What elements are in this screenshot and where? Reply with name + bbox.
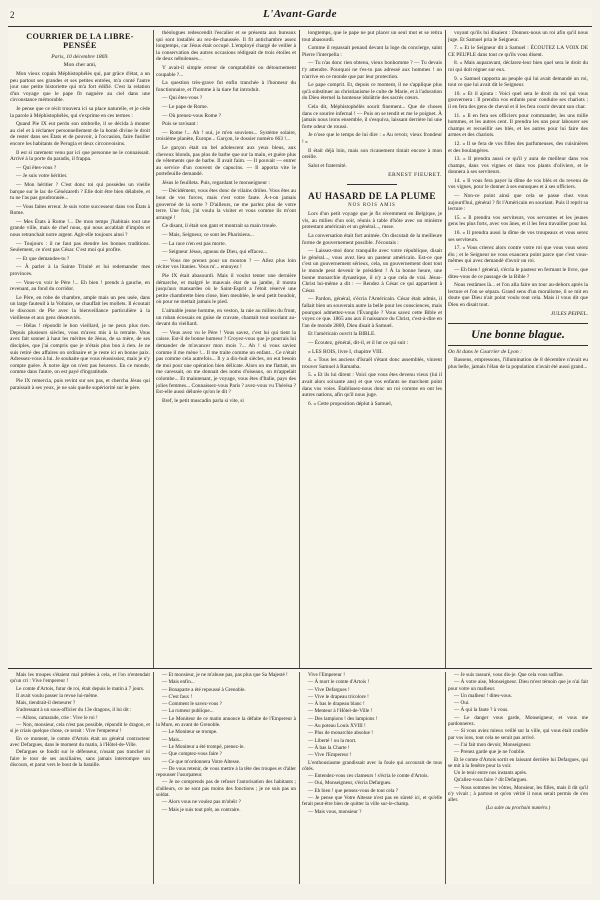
paragraph: — Au poteau Louis XVIII ! <box>308 723 366 730</box>
paragraph: Le comte d'Artois, futur de roi, était depuis le matin à 7 jours. <box>16 685 145 692</box>
newspaper-title: L'Avant-Garde <box>262 8 338 20</box>
paragraph: Le garçon était un bel adolescent aux yeux bleus, aux cheveux blonds, pas plus de barbe que sur la main, et guère plus de vêtements que de barbe. Il avait faim. — Il pouvait — entrer au service d'un couvent de capucins. — Il apporta vite le portefeuille demandé. <box>156 144 296 178</box>
column-rule <box>299 30 300 668</box>
paragraph: 16. « Il prendra aussi la dîme de vos troupeaux et vous serez ses serviteurs. <box>448 230 588 243</box>
to-be-continued: (La suite au prochain numéro.) <box>485 804 551 811</box>
paragraph: — Qui êtes-vous ? <box>16 164 57 171</box>
paragraph: — Mais enfin... <box>162 679 195 686</box>
paragraph: — Mes États à Rome !... De mon temps j'habitais tout une grande ville, mais de chef nous, qui nous accablait d'impôts et nous retranchait notre argent. Agit-elle toujours ainsi ? <box>10 218 150 239</box>
paragraph: 5. « Et ils lui dirent : Voici que vous êtes devenu vieux (lui il avait alors soixante ans) et que vos enfants ne marchent point dans vos voies. Établissez-nous donc un roi comme en ont les autres nations, afin qu'il nous juge. <box>302 372 442 399</box>
paragraph: — Vous-vu voir le Père !... Eh bien ! prends à gauche, en revenant, au fond du corridor. <box>10 279 150 293</box>
paragraph: — Eh bien ! que pensez-vous de tout cela ? <box>308 787 399 794</box>
paragraph: — Le Moniteur de ce matin annonce la défaite de l'Empereur à la Mure, en avant de Grenoble. <box>156 715 296 729</box>
paragraph: — Alors vous ne voulez pas m'obéir ? <box>162 799 241 806</box>
paragraph: En ce moment, le comte d'Artois était un général contracteur avec Defargues, dans le moment du matin, à l'Hôtel-de-Ville. <box>10 735 150 748</box>
paragraph: Il est si rarement venu par ici que personne ne le connaissait. Arrivé à la porte du paradis, il frappa. <box>10 149 150 163</box>
article1-col1-body <box>10 71 150 391</box>
paragraph: — Vive Defargues ! <box>308 686 350 693</box>
paragraph: — Tu n'as donc rien obtenu, vieux bonhomme ? — Tu devais t'y attendre. Pourquoi ne t'es-tu pas adressé aux hommes ! on n'arrive en ce monde que par leur protection. <box>302 60 442 80</box>
paragraph: — Ce que m'ordonnera Votre Altesse. <box>162 758 241 765</box>
feuilleton-col-1 <box>10 672 150 884</box>
paragraph: 14. « Il vous fera payer la dîme de vos blés et du revenu de vos vignes, pour le donner à ses eunuques et à ses officiers. <box>448 177 588 191</box>
paragraph: L'aimable jeune homme, en veston, la raie au milieu du front, un ruban écossais en guise de cravate, chantait tout souriant au-devant du vieillard. <box>156 307 296 328</box>
article-title-hasard: AU HASARD DE LA PLUME <box>308 191 436 202</box>
paragraph: — La rumeur publique... <box>162 708 214 715</box>
paragraph: La question très-grave fut enfin tranchée à l'honneur du fonctionnaire, et l'homme à la tiare fut introduit. <box>156 80 296 93</box>
paragraph: Salut et fraternité. <box>308 162 347 169</box>
paragraph: Mais les troupes s'étaient mal prêtées à cela, et l'on n'entendait qu'un cri : Vive l'empereur ! <box>10 672 150 685</box>
paragraph: longtemps, que le pape ne put placer un seul mot et se retira tout abasourdi. <box>302 30 442 43</box>
paragraph: — Menteur à l'Hôtel-de-Ville ! <box>308 708 373 715</box>
paragraph: — Seigneur Jésus, agneau de Dieu, qui effacez... <box>162 249 268 256</box>
signature-fieuret: ERNEST FIEURET. <box>388 172 442 179</box>
paragraph: — Bonaparte a été repoussé à Grenoble. <box>162 686 246 693</box>
paragraph: Et le comte d'Artois sortit en laissant derrière lui Defargues, qui se mit à la fenêtre pour la voir. <box>448 756 588 769</box>
paragraph: — Si vous aviez mieux veillé sur la ville, qui vous était confiée par vos ions, tout cela ne serait pas arrivé. <box>448 728 588 741</box>
paragraph: 8. « Mais auparavant, déclarez-leur bien quel sera le droit du roi qui doit régner sur eux. <box>448 60 588 73</box>
paragraph: — À qui la faute ? à vous. <box>454 707 509 714</box>
paragraph: — Prenez garde que je ne l'oublie. <box>454 749 526 756</box>
salutation: Mon cher ami, <box>63 62 97 68</box>
paragraph: Pie IX était abasourdi. Mais il voulut tenter une dernière démarche, et malgré le mauvais état de sa jambe, il monta jusqu'aux mansardes où le Saint-Esprit a l'étoit réservé une petite chambrette bien close, bien meublée, le seul petit boudoir, où pour ne mettait jamais le pied. <box>156 273 296 306</box>
paragraph: — Liberté ! ou la mort. <box>308 737 357 744</box>
paragraph: — Je ne comprends pas de refuser l'autorisation des habitants ; d'ailleurs, ce ne sont pas moins des fonctions ; je ne suis pas un soldat. <box>156 779 296 799</box>
paragraph: — Mais... <box>162 736 183 743</box>
top-section <box>8 30 592 668</box>
page-number: 2 <box>10 10 15 20</box>
paragraph: théologues redescendit l'escalier et se présenta aux bureaux qui sont installés au rez-de-chaussée. Il fit antichambre assez longtemps, car Jésus était occupé. L'employé chargé de veiller à la conservation des autres occasions rédigeait de trois étoiles et de deux nébuleuses... <box>156 30 296 63</box>
paragraph: — Et monsieur, je ne m'abuse pas, pas plus que Sa Majesté ! <box>162 672 288 678</box>
paragraph: — Je suis rassuré, vous dis-je. Que cela vous suffise. <box>454 672 564 678</box>
paragraph: — Vous me prenez pour un mouton ? — Allez plus loin réciter vos litanies. Vous m'... ennuyez ! <box>156 257 296 271</box>
paragraph: 11. « Il en fera ses officiers pour commander, les uns mille hommes, et les autres cent. Il prendra les uns pour labourer ses champs et recueillir ses blés, et les autres pour lui faire des armes et des chariots. <box>448 112 588 139</box>
paragraph: Un le tenir entre nos instants après. <box>454 770 528 777</box>
paragraph: Lors d'un petit voyage que je fis récemment en Belgique, je vis, au milieu d'un soir, réunis à table d'hôte avec un ministre protestant américain et un général..., russe. <box>302 211 442 231</box>
paragraph: 9. « Samuel rapporta au peuple qui lui avait demandé un roi, tout ce que lui avait dit le Seigneur. <box>448 75 588 89</box>
paragraph: — Et que demandes-tu ? <box>16 255 70 262</box>
paragraph: — À bas le drapeau blanc ! <box>308 701 365 708</box>
paragraph: Il avait voulu passer la revue lui-même. <box>16 692 99 699</box>
paragraph: — Mais, Seigneur, ce sont les Pharisiens... <box>162 232 254 239</box>
paragraph: — Rome !... Ah ! oui, je m'en souviens... Système solaire, troisième planète, Europe... Garçon, le dossier numéro 663 !... <box>156 129 296 143</box>
paragraph: Qu'allez-vous faire ? dit Defargues. <box>454 777 528 784</box>
feuilleton-section <box>8 672 592 884</box>
article-subtitle: NOS ROIS AMIS <box>348 203 396 209</box>
paragraph: — À mort le comte d'Artois ! <box>308 679 370 686</box>
paragraph: — Le Moniteur se trompe. <box>162 729 218 736</box>
column-rule <box>153 672 154 884</box>
paragraph: — Vive le drapeau tricolore ! <box>308 693 369 700</box>
signature-peipel: JULES PEIPEL. <box>550 310 588 317</box>
paragraph: Et l'américain ouvrit la BIBLE. <box>308 331 376 338</box>
paragraph: — Des lampions ! des lampions ! <box>308 715 378 722</box>
paragraph: 15. « Il prendra vos serviteurs, vos servantes et les jeunes gens les plus forts, avec vos ânes, et il les fera travailler pour lui. <box>448 214 588 228</box>
paragraph: — Le Moniteur a été trompé, prenez-le. <box>162 743 245 750</box>
paragraph: — Mais vous, monsieur ? <box>308 808 362 815</box>
paragraph: — Où prenez-vous Rome ? <box>162 112 221 119</box>
article1-col2-body <box>156 30 296 404</box>
paragraph: — Oui, Monseigneur, s'écria Defargues. <box>308 780 392 787</box>
column-2 <box>156 30 296 668</box>
paragraph: Je n'ose que le temps de lui dire : « Au revoir, vieux frondeur ! » <box>302 132 442 145</box>
paragraph: La conversation était fort animée. On discutait de la meilleure forme de gouvernement possible. J'écoutais : <box>302 233 442 246</box>
feuilleton-col-4 <box>448 672 588 884</box>
paragraph: — Toujours : il ne faut pas étendre les bonnes traditions. Seulement, ce n'est pas César. C'est moi qui profite. <box>10 240 150 254</box>
article2-col4-body <box>448 30 588 309</box>
paragraph: — Allons, camarade, crie : Vive le roi ! <box>16 714 98 721</box>
paragraph: Il était déjà loin, mais son ricanement tintait encore à mon oreille. <box>302 147 442 161</box>
paragraph: Y avait-il simple erreur de comptabilité ou détournement coupable ?... <box>156 64 296 78</box>
paragraph: — À bas la Charte ! <box>308 744 350 751</box>
paragraph: 17. « Vous crierez alors contre votre roi que vous vous serez élu ; et le Seigneur ne vous exaucera point parce que c'est vous-mêmes qui avez demandé d'avoir un roi. <box>448 245 588 265</box>
paragraph: — Oui. <box>454 700 470 707</box>
paragraph: 7. « Et le Seigneur dit à Samuel : ÉCOUTEZ LA VOIX DE CE PEUPLE dans tout ce qu'ils vous disent. <box>448 45 588 58</box>
article-title-blague: Une bonne blague. <box>448 323 588 346</box>
paragraph: — Le pape de Rome. <box>162 103 208 110</box>
paragraph: — Décidément, vous êtes donc de vilains drôles. Vous êtes au bout de vos forces, mais c'est votre faute. À-t-on jamais gouverné de la sorte ? D'ailleurs, ne me parlez plus de votre terre. Une fois, j'ai voulu la visiter et vous comme ils m'ont arrangé ! <box>156 188 296 221</box>
paragraph: Puis se ravisant : <box>162 121 199 128</box>
column-3 <box>302 30 442 668</box>
paragraph: — Mais je suis tout prêt, au contraire. <box>162 806 241 813</box>
paragraph: voyant qu'ils lui disaient : Donnez-nous un roi afin qu'il nous juge. Et Samuel pria le Seigneur. <box>448 30 588 43</box>
paragraph: — Plus de monarchie absolue ! <box>308 730 373 737</box>
paragraph: — Qui êtes-vous ? <box>162 95 203 102</box>
paragraph: — Que comptez-vous faire ? <box>162 751 222 758</box>
paragraph: Mon vieux copain Méphistophélès qui, par grâce d'état, a un peu partout ses grandes et ses petites entrées, m'a conté l'autre jour une petite historiette qui m'a fort édifié. C'est la relation d'un voyage que le pape fit naguère au ciel dans une circonstance mémorable. <box>10 71 150 104</box>
paragraph: — Non-ce point ainsi que cela se passe chez vous aujourd'hui, général ? fit l'Américain en souriant. Puis il reprit sa lecture : <box>448 193 588 213</box>
paragraph: — Laissez-moi donc tranquille avec votre république, disait le général..., vous avez lieu un pasteur américain. Est-ce que c'est un gouvernement sérieux, cela, un gouvernement dont tout le monde peut devenir le président ! À la bonne heure, une bonne monarchie dynastique, il n'y a que cela de vrai. Jésus-Christ lui-même a dit : — Rendez à César ce qui appartient à César. <box>302 248 442 294</box>
article1-col3-body <box>302 30 442 169</box>
paragraph: 12. « Il se fera de vos filles des parfumeuses, des cuisinières et des boulangères. <box>448 140 588 154</box>
paragraph: — Comment le savez-vous ? <box>162 701 222 708</box>
column-4 <box>448 30 588 668</box>
paragraph: 4. « Tous les anciens d'Israël s'étant donc assemblés, vinrent trouver Samuel à Ramatha. <box>302 357 442 370</box>
paragraph: Nous restâmes là... et l'on alla faire un tour au-dehors après la lecture et l'on se sépara. Grand sens d'un moralisme, il se mit en doute que Dieu n'ait point voulu tout cela. Mais il vous dit que Dieu en disait tout. <box>448 282 588 308</box>
paragraph: — À parler à la Sainte Trinité et lui redemander mes provinces. <box>10 264 150 278</box>
article3-intro: On lit dans le Courrier de Lyon : <box>448 348 522 355</box>
article2-col3-body <box>302 211 442 407</box>
paragraph: Vive l'Empereur ! <box>308 672 345 678</box>
paragraph: Jésus le feuilleta. Puis, regardant le monseigneur : <box>162 179 270 186</box>
paragraph: — Je suis votre héritier. <box>16 173 68 180</box>
section-divider <box>8 668 592 669</box>
feuilleton-col-2 <box>156 672 296 884</box>
paragraph: — Pardon, général, s'écria l'Américain. César était admis, il fallait bien un souverain autre la belle pour les consciences, mais pourquoi admettez-vous l'Évangile ? Vous savez cette Bible et voyez ce que. 1865 ans aux il naissance du Christ, c'est-à-dire en l'an de monde 2869, Dieu disait à Samuel. <box>302 296 442 329</box>
paragraph: Je pense que ce récit trouvera ici sa place naturelle, et je cède la parole à Méphistophélès, qui s'exprime en ces termes : <box>10 105 150 119</box>
masthead <box>8 8 592 27</box>
paragraph: Le Père, en robe de chambre, ample mais un peu usée, dans un large fauteuil à la Voltaire, se chauffait les mollets. Il écoutait le discours de Pie avec la bienveillance particulière à la vieillesse et aux gens désœuvrés. <box>10 294 150 321</box>
article-title-courrier: COURRIER DE LA LIBRE-PENSÉE <box>26 32 134 50</box>
paragraph: — Vous avez vu le Père ! Vous savez, c'est lui qui tient la caisse. Est-il de bonne humeur ? Croyez-vous que je pourrais lui demander de m'avancer mon mois ?... Ah ! si vous saviez comme il me mène !... Il me traite comme un enfant... Ce n'était pas comme cela autrefois... Il y a dix-huit siècles, on eut besoin de moi pour une opération bien délicate. Alors on me flattait, on me caressait, on me donnait des noms d'oiseaux, on m'appelait colombe... Et maintenant, je voyage, vous êtes d'Italie, pays des jolies femmes... Connaissez-vous Paris ? avez-vous vu Thérésa ? Est-elle aussi délurée qu'on le dit ? <box>156 329 296 396</box>
newspaper-page <box>8 8 592 884</box>
paragraph: — De vous retenir, de vous mettre à la tête des troupes et d'aller repousser l'usurpateur. <box>156 765 296 779</box>
separator <box>347 184 397 185</box>
paragraph: Defargues se fondit sur le défenseur, n'osant pas trancher ni faire le tour de ses auxiliaires, sans jamais interrompre son discours, et parut vers le bout de la bataille. <box>10 749 150 768</box>
dateline: Paris, 10 décembre 1869. <box>51 54 109 60</box>
paragraph: — Je pense que Votre Altesse n'est pas en sûreté ici, et qu'elle ferait peut-être bien de quitter la ville sur-le-champ. <box>302 795 442 808</box>
paragraph: — Eh bien ! général, s'écria le pasteur en fermant le livre, que dites-vous de ce passage de la Bible ? <box>448 267 588 280</box>
paragraph: Ce disant, il était son gant et montrait sa main trouée. <box>162 223 277 230</box>
column-rule <box>299 672 300 884</box>
paragraph: — Vous faites erreur. Je suis votre successeur dans vos États à Rome. <box>10 203 150 217</box>
paragraph: Cela dit, Méphistophélès sourit finement... Que de choses dans ce sourire infernal ! — Puis on se tendit et me le poignet. À jamais nous irons ensemble, il s'esquiva, laissant derrière lui une forte odeur de roussi. <box>302 103 442 130</box>
paragraph: 6. « Cette proposition déplut à Samuel, <box>308 400 393 407</box>
paragraph: Quand Pie IX eut perdu son ombrelle, il se décida à monter au ciel et à réclamer personnellement de la bonté divine le droit de rester dans ses États et de pouvoir, à l'occasion, faire fusiller encore les habitants de Perugia et deux circonvoisins. <box>10 121 150 147</box>
paragraph: — Hélas ! répondit le bon vieillard, je ne peux plus rien. Depuis plusieurs siècles, vous m'avez mis à la retraite. Vous avez fait sonner à haut les mérites de Jésus, de sa mère, de ses disciples, que j'ai compris que je n'étais plus bon à rien. Je ne suis retiré des affaires on ordinaire et je reste ici en bonne paix. Adressez-vous à lui. Je souhaite que vous réussissiez, mais je n'y compte guère. À notre âge on n'est pas heureux. En ce monde, comme dans l'autre, on est payé d'ingratitude. <box>10 323 150 376</box>
paragraph: Pie IX remercia, puis revint sur ses pas, et chercha Jésus qui paraissait à ses yeux, je ne sais quelle supériorité sur le père. <box>10 377 150 391</box>
paragraph: — J'ai fait mon devoir, Monseigneur. <box>454 741 532 748</box>
paragraph: — Nous sommes les vôtres, Monsieur, les filles, mais il dit qu'il n'y vivait ; à partout et qu'en vérité il nous serait permis de s'en aller. <box>448 784 588 804</box>
paragraph: — C'est faux ! <box>162 693 193 700</box>
paragraph: S'adressant à un sous-officier du 13e dragons, il lui dit : <box>16 707 132 714</box>
paragraph: — Vive l'Empereur ! <box>308 752 352 759</box>
article3-body <box>448 357 588 370</box>
column-rule <box>445 30 446 668</box>
paragraph: Bref, le petit muscadin parla si vite, si <box>162 397 244 404</box>
paragraph: Mais, tiendrait-il demeurer ? <box>16 700 76 707</box>
paragraph: — Écoutez, général, dit-il, et il lut ce qui suit : <box>308 339 409 346</box>
paragraph: — La race n'en est pas morte. <box>162 240 226 247</box>
paragraph: — Un malheur ! dites-vous. <box>454 692 513 699</box>
paragraph: Bassens, empressons, l'illumination de 8 décembre n'avait eu plus belle, jamais l'élan de la population n'avait été aussi grand... <box>448 357 588 370</box>
column-rule <box>153 30 154 668</box>
paragraph: Comme il repassait penaud devant la loge du concierge, saint Pierre l'interpella : <box>302 45 442 58</box>
paragraph: — Non, monsieur, cela n'est pas possible, répondit le dragon, et si je criais quelque chose, ce serait : Vive l'empereur ! <box>10 722 150 735</box>
paragraph: 13. « Il prendra aussi ce qu'il y aura de meilleur dans vos champs, dans vos vignes et dans vos plants d'oliviers, et le donnera à ses serviteurs. <box>448 156 588 176</box>
paragraph: « LES ROIS, livre I, chapitre VIII. <box>308 348 383 355</box>
paragraph: — À votre aise, Monseigneur. Dieu m'est témoin que je n'ai fait pour votre un malheur. <box>448 679 588 692</box>
paragraph: Le pape comprit. Et, depuis ce moment, il ne s'applique plus qu'à substituer au christianisme le culte de Marie, et à l'adoration du Dieu éternel la honteuse idolâtrie des sacrés cœurs. <box>302 82 442 102</box>
paragraph: — Mon héritier ? C'est donc toi qui possèdes un vieille barque sur le lac de Génézareth ? Elle doit être bien délabrée, et tu ne l'as pas goudronnée... <box>10 181 150 202</box>
column-rule <box>445 672 446 884</box>
column-1 <box>10 30 150 668</box>
paragraph: 10. « Et il ajouta : Voici quel sera le droit du roi qui vous gouvernera : Il prendra vos enfants pour conduire ses chariots ; il en fera des gens de cheval et il les fera courir devant son char. <box>448 90 588 110</box>
paragraph: — Entendez-vous ces clameurs ! s'écria le comte d'Artois. <box>308 773 429 780</box>
paragraph: — Le danger vous garde, Monseigneur, et vous me pardonnerez. <box>448 714 588 728</box>
feuilleton-col-3 <box>302 672 442 884</box>
paragraph: L'enthousiasme grandissait avec la foule qui accourait de tous côtés. <box>302 759 442 772</box>
